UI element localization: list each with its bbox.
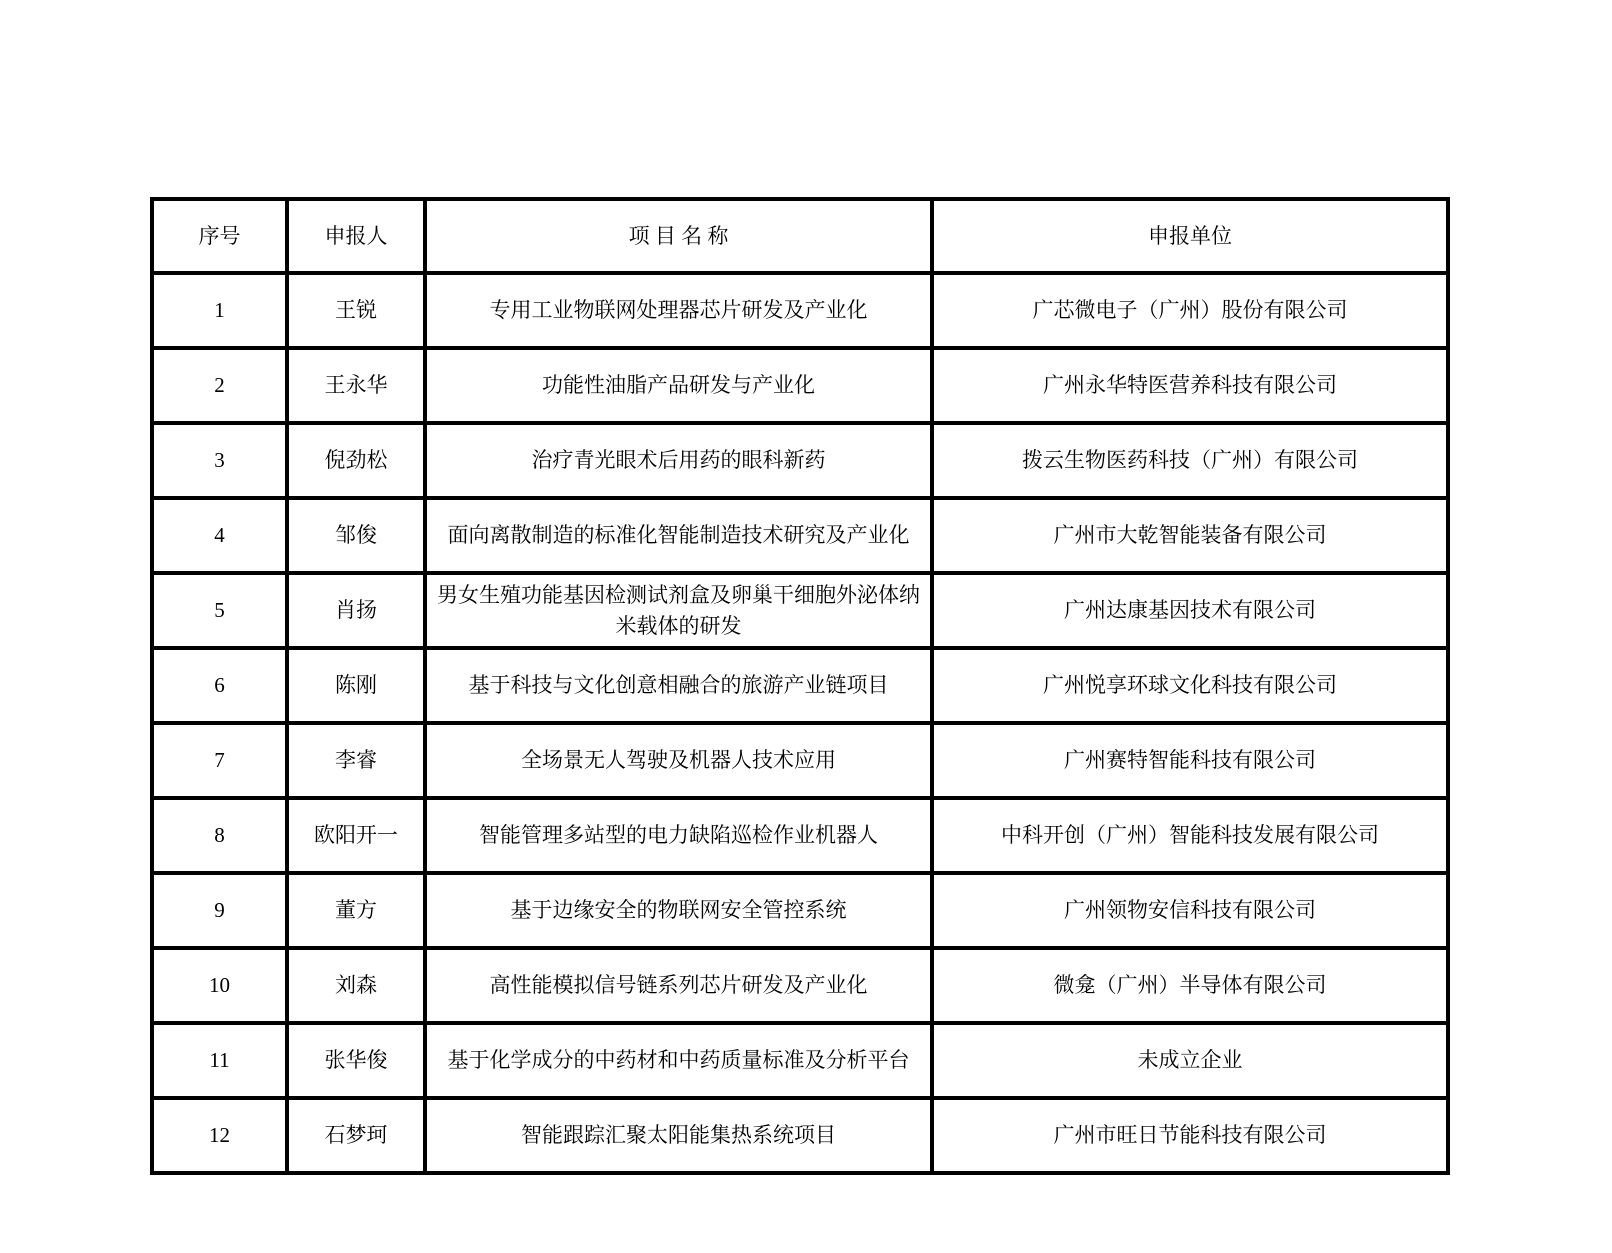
cell-project: 基于化学成分的中药材和中药质量标准及分析平台 <box>425 1023 932 1098</box>
cell-project: 全场景无人驾驶及机器人技术应用 <box>425 723 932 798</box>
table-row <box>152 723 1448 798</box>
cell-unit: 广州市大乾智能装备有限公司 <box>932 498 1448 573</box>
table-row <box>152 873 1448 948</box>
cell-applicant: 欧阳开一 <box>287 798 425 873</box>
cell-unit: 拨云生物医药科技（广州）有限公司 <box>932 423 1448 498</box>
cell-project: 功能性油脂产品研发与产业化 <box>425 348 932 423</box>
table-row <box>152 498 1448 573</box>
application-list-table <box>150 197 1450 1175</box>
cell-index: 1 <box>152 273 287 348</box>
cell-project: 智能管理多站型的电力缺陷巡检作业机器人 <box>425 798 932 873</box>
cell-unit: 广州达康基因技术有限公司 <box>932 573 1448 648</box>
cell-unit: 广州赛特智能科技有限公司 <box>932 723 1448 798</box>
cell-applicant: 石梦珂 <box>287 1098 425 1173</box>
cell-project: 基于科技与文化创意相融合的旅游产业链项目 <box>425 648 932 723</box>
cell-applicant: 李睿 <box>287 723 425 798</box>
cell-project: 治疗青光眼术后用药的眼科新药 <box>425 423 932 498</box>
cell-index: 2 <box>152 348 287 423</box>
cell-project: 高性能模拟信号链系列芯片研发及产业化 <box>425 948 932 1023</box>
cell-index: 8 <box>152 798 287 873</box>
table-row <box>152 1023 1448 1098</box>
cell-index: 6 <box>152 648 287 723</box>
table-header <box>152 199 1448 273</box>
cell-applicant: 刘森 <box>287 948 425 1023</box>
table-row <box>152 648 1448 723</box>
cell-applicant: 倪劲松 <box>287 423 425 498</box>
cell-unit: 未成立企业 <box>932 1023 1448 1098</box>
header-cell-applicant: 申报人 <box>287 199 425 273</box>
cell-project: 专用工业物联网处理器芯片研发及产业化 <box>425 273 932 348</box>
cell-unit: 广芯微电子（广州）股份有限公司 <box>932 273 1448 348</box>
cell-project: 智能跟踪汇聚太阳能集热系统项目 <box>425 1098 932 1173</box>
cell-index: 5 <box>152 573 287 648</box>
table-row <box>152 423 1448 498</box>
table-row <box>152 1098 1448 1173</box>
cell-unit: 广州永华特医营养科技有限公司 <box>932 348 1448 423</box>
table-body <box>152 273 1448 1173</box>
cell-index: 7 <box>152 723 287 798</box>
cell-index: 9 <box>152 873 287 948</box>
cell-unit: 广州悦享环球文化科技有限公司 <box>932 648 1448 723</box>
cell-applicant: 王锐 <box>287 273 425 348</box>
cell-index: 10 <box>152 948 287 1023</box>
cell-unit: 广州市旺日节能科技有限公司 <box>932 1098 1448 1173</box>
cell-applicant: 张华俊 <box>287 1023 425 1098</box>
cell-project: 面向离散制造的标准化智能制造技术研究及产业化 <box>425 498 932 573</box>
cell-index: 11 <box>152 1023 287 1098</box>
header-cell-unit: 申报单位 <box>932 199 1448 273</box>
cell-project: 基于边缘安全的物联网安全管控系统 <box>425 873 932 948</box>
cell-applicant: 邹俊 <box>287 498 425 573</box>
header-row <box>152 199 1448 273</box>
cell-applicant: 董方 <box>287 873 425 948</box>
cell-applicant: 肖扬 <box>287 573 425 648</box>
table-row <box>152 798 1448 873</box>
cell-project: 男女生殖功能基因检测试剂盒及卵巢干细胞外泌体纳米载体的研发 <box>425 573 932 648</box>
cell-applicant: 王永华 <box>287 348 425 423</box>
cell-index: 4 <box>152 498 287 573</box>
cell-unit: 中科开创（广州）智能科技发展有限公司 <box>932 798 1448 873</box>
header-cell-index: 序号 <box>152 199 287 273</box>
table-row <box>152 948 1448 1023</box>
header-cell-project: 项 目 名 称 <box>425 199 932 273</box>
cell-applicant: 陈刚 <box>287 648 425 723</box>
table-row <box>152 273 1448 348</box>
table-row <box>152 573 1448 648</box>
cell-index: 12 <box>152 1098 287 1173</box>
cell-unit: 广州领物安信科技有限公司 <box>932 873 1448 948</box>
table-row <box>152 348 1448 423</box>
cell-unit: 微龛（广州）半导体有限公司 <box>932 948 1448 1023</box>
cell-index: 3 <box>152 423 287 498</box>
